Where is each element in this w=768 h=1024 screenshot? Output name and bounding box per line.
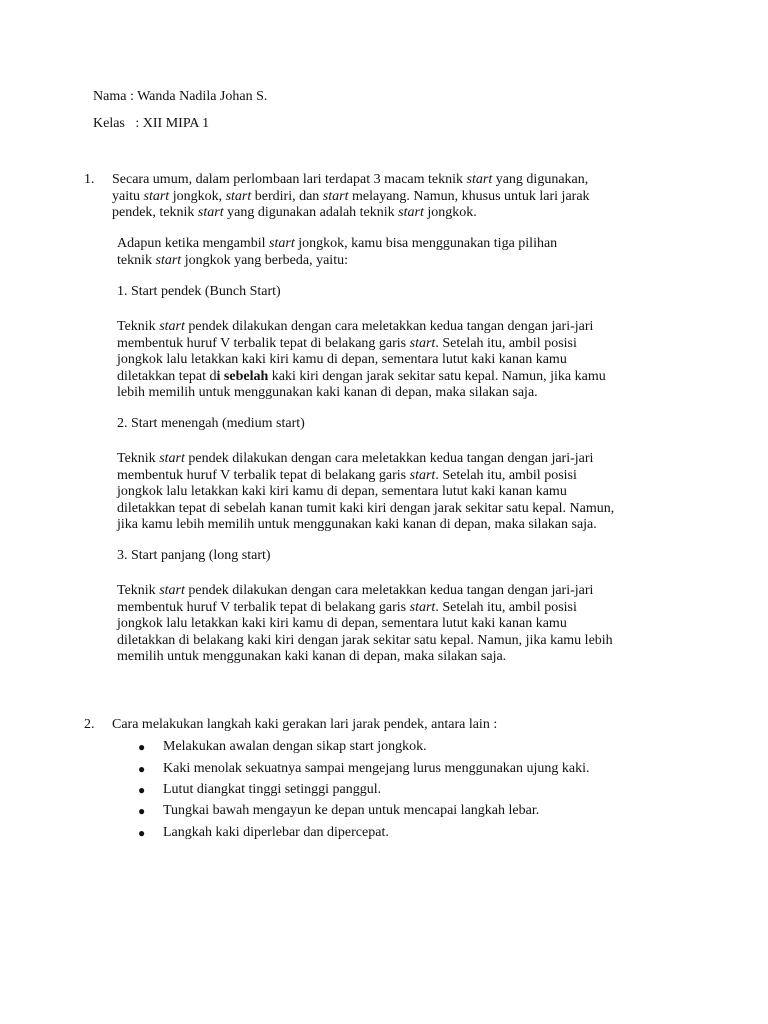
student-name-line bbox=[93, 89, 267, 106]
paragraph-line: jongkok lalu letakkan kaki kiri kamu di depan, sementara lutut kaki kanan kamu bbox=[117, 616, 567, 631]
question-2-bullet-list bbox=[0, 739, 768, 847]
list-item bbox=[0, 825, 768, 847]
question-1-number: 1. bbox=[84, 172, 95, 187]
list-item bbox=[0, 803, 768, 825]
paragraph-line: diletakkan tepat di sebelah kaki kiri dengan jarak sekitar satu kepal. Namun, jika kamu bbox=[117, 368, 606, 384]
technique-2-heading: 2. Start menengah (medium start) bbox=[117, 416, 305, 431]
name-value: Wanda Nadila Johan S. bbox=[137, 89, 268, 104]
paragraph-line: lebih memilih untuk menggunakan kaki kanan di depan, maka silakan saja. bbox=[117, 385, 538, 400]
bullet-icon: ● bbox=[138, 740, 146, 754]
paragraph-line: Secara umum, dalam perlombaan lari terdapat 3 macam teknik start yang digunakan, bbox=[112, 172, 589, 187]
paragraph-line: Teknik start pendek dilakukan dengan cara meletakkan kedua tangan dengan jari-jari bbox=[117, 451, 594, 466]
paragraph-line: Teknik start pendek dilakukan dengan cara meletakkan kedua tangan dengan jari-jari bbox=[117, 583, 594, 598]
bullet-icon: ● bbox=[138, 762, 146, 776]
question-1-lead bbox=[117, 236, 557, 269]
technique-3-heading: 3. Start panjang (long start) bbox=[117, 548, 271, 563]
paragraph-line: membentuk huruf V terbalik tepat di belakang garis start. Setelah itu, ambil posisi bbox=[117, 467, 577, 483]
list-item-text: Langkah kaki diperlebar dan dipercepat. bbox=[163, 825, 389, 840]
paragraph-line: membentuk huruf V terbalik tepat di belakang garis start. Setelah itu, ambil posisi bbox=[117, 599, 577, 615]
list-item bbox=[0, 739, 768, 761]
class-value: XII MIPA 1 bbox=[142, 116, 210, 131]
student-class-line bbox=[93, 116, 209, 133]
list-item-text: Lutut diangkat tinggi setinggi panggul. bbox=[163, 782, 382, 797]
paragraph-line: Teknik start pendek dilakukan dengan cara meletakkan kedua tangan dengan jari-jari bbox=[117, 319, 594, 334]
technique-3-text bbox=[117, 583, 613, 666]
list-item bbox=[0, 782, 768, 803]
paragraph-line: teknik start jongkok yang berbeda, yaitu: bbox=[117, 252, 348, 268]
question-1-intro bbox=[112, 172, 590, 222]
paragraph-line: jika kamu lebih memilih untuk menggunakan kaki kanan di depan, maka silakan saja. bbox=[117, 517, 597, 532]
name-label: Nama bbox=[93, 89, 127, 104]
list-item-text: Kaki menolak sekuatnya sampai mengejang lurus menggunakan ujung kaki. bbox=[163, 761, 590, 776]
paragraph-line: jongkok lalu letakkan kaki kiri kamu di depan, sementara lutut kaki kanan kamu bbox=[117, 352, 567, 367]
question-2-intro: Cara melakukan langkah kaki gerakan lari jarak pendek, antara lain : bbox=[112, 717, 498, 732]
technique-1-heading: 1. Start pendek (Bunch Start) bbox=[117, 284, 281, 299]
paragraph-line: diletakkan tepat di sebelah kanan tumit kaki kiri dengan jarak sekitar satu kepal. Namun, bbox=[117, 500, 615, 516]
technique-2-text bbox=[117, 451, 614, 534]
technique-1-text bbox=[117, 319, 606, 402]
list-item bbox=[0, 761, 768, 782]
paragraph-line: memilih untuk menggunakan kaki kanan di depan, maka silakan saja. bbox=[117, 649, 507, 664]
list-item-text: Melakukan awalan dengan sikap start jongkok. bbox=[163, 739, 427, 754]
paragraph-line: diletakkan di belakang kaki kiri dengan jarak sekitar satu kepal. Namun, jika kamu lebih bbox=[117, 632, 613, 648]
paragraph-line: membentuk huruf V terbalik tepat di belakang garis start. Setelah itu, ambil posisi bbox=[117, 335, 577, 351]
bullet-icon: ● bbox=[138, 826, 146, 840]
name-separator: : bbox=[129, 89, 138, 104]
paragraph-line: jongkok lalu letakkan kaki kiri kamu di depan, sementara lutut kaki kanan kamu bbox=[117, 484, 567, 499]
list-item-text: Tungkai bawah mengayun ke depan untuk mencapai langkah lebar. bbox=[163, 803, 540, 818]
question-2-number: 2. bbox=[84, 717, 95, 732]
paragraph-line: pendek, teknik start yang digunakan adalah teknik start jongkok. bbox=[112, 205, 477, 220]
bullet-icon: ● bbox=[138, 804, 146, 818]
paragraph-line: yaitu start jongkok, start berdiri, dan start melayang. Namun, khusus untuk lari jarak bbox=[112, 188, 590, 204]
class-separator: : bbox=[128, 116, 143, 131]
bullet-icon: ● bbox=[138, 783, 146, 797]
paragraph-line: Adapun ketika mengambil start jongkok, kamu bisa menggunakan tiga pilihan bbox=[117, 236, 558, 251]
class-label: Kelas bbox=[93, 116, 125, 131]
